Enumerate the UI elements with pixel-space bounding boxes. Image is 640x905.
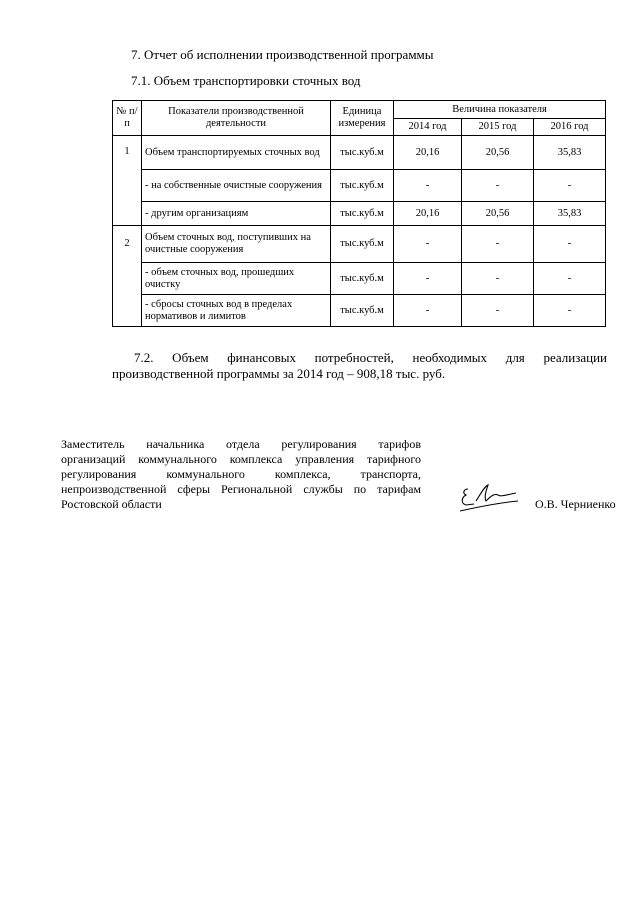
- header-year: 2016 год: [534, 119, 606, 136]
- row-value: -: [394, 170, 462, 202]
- position-line: регулирования коммунального комплекса, транспорта,: [61, 467, 421, 481]
- row-indicator: Объем сточных вод, поступивших на очистные сооружения: [142, 226, 331, 263]
- row-value: 20,16: [394, 136, 462, 170]
- header-year: 2014 год: [394, 119, 462, 136]
- row-unit: тыс.куб.м: [331, 136, 394, 170]
- row-value: -: [394, 263, 462, 295]
- row-num: 1: [113, 136, 142, 226]
- row-value: -: [534, 263, 606, 295]
- position-line: непроизводственной сферы Региональной службы по тарифам: [61, 482, 421, 496]
- paragraph-7-2-line1: 7.2. Объем финансовых потребностей, необходимых для реализации: [134, 350, 607, 365]
- row-indicator: - объем сточных вод, прошедших очистку: [142, 263, 331, 295]
- row-indicator: - на собственные очистные сооружения: [142, 170, 331, 202]
- row-unit: тыс.куб.м: [331, 263, 394, 295]
- header-indicator: Показатели производственной деятельности: [142, 101, 331, 136]
- table-row: [113, 295, 606, 327]
- wastewater-table: [112, 100, 606, 327]
- row-value: 35,83: [534, 136, 606, 170]
- row-unit: тыс.куб.м: [331, 295, 394, 327]
- row-value: 20,56: [462, 202, 534, 226]
- table-row: [113, 202, 606, 226]
- row-unit: тыс.куб.м: [331, 226, 394, 263]
- section-title: 7. Отчет об исполнении производственной программы: [131, 47, 434, 62]
- row-value: 20,56: [462, 136, 534, 170]
- row-value: -: [462, 170, 534, 202]
- row-indicator: - сбросы сточных вод в пределах нормативов и лимитов: [142, 295, 331, 327]
- row-value: -: [534, 226, 606, 263]
- row-value: 20,16: [394, 202, 462, 226]
- row-value: -: [394, 295, 462, 327]
- header-value-group: Величина показателя: [394, 101, 606, 119]
- signatory-name: О.В. Черниенко: [535, 497, 616, 511]
- row-indicator: - другим организациям: [142, 202, 331, 226]
- row-value: -: [394, 226, 462, 263]
- row-value: -: [534, 170, 606, 202]
- table-row: [113, 263, 606, 295]
- row-num: 2: [113, 226, 142, 327]
- row-unit: тыс.куб.м: [331, 170, 394, 202]
- position-line: организаций коммунального комплекса управления тарифного: [61, 452, 421, 466]
- row-value: 35,83: [534, 202, 606, 226]
- paragraph-7-2: [112, 350, 607, 382]
- row-value: -: [462, 295, 534, 327]
- table-row: [113, 136, 606, 170]
- handwritten-signature: [458, 481, 520, 517]
- header-year: 2015 год: [462, 119, 534, 136]
- position-line: Ростовской области: [61, 497, 162, 511]
- row-value: -: [534, 295, 606, 327]
- table-row: [113, 170, 606, 202]
- row-value: -: [462, 226, 534, 263]
- header-unit: Единица измерения: [331, 101, 394, 136]
- position-line: Заместитель начальника отдела регулирования тарифов: [61, 437, 421, 451]
- paragraph-7-2-line2: производственной программы за 2014 год – 908,18 тыс. руб.: [112, 366, 446, 381]
- row-value: -: [462, 263, 534, 295]
- row-indicator: Объем транспортируемых сточных вод: [142, 136, 331, 170]
- subsection-title: 7.1. Объем транспортировки сточных вод: [131, 73, 361, 88]
- row-unit: тыс.куб.м: [331, 202, 394, 226]
- signatory-position: [61, 437, 421, 512]
- header-num: № п/п: [113, 101, 142, 136]
- table-row: [113, 226, 606, 263]
